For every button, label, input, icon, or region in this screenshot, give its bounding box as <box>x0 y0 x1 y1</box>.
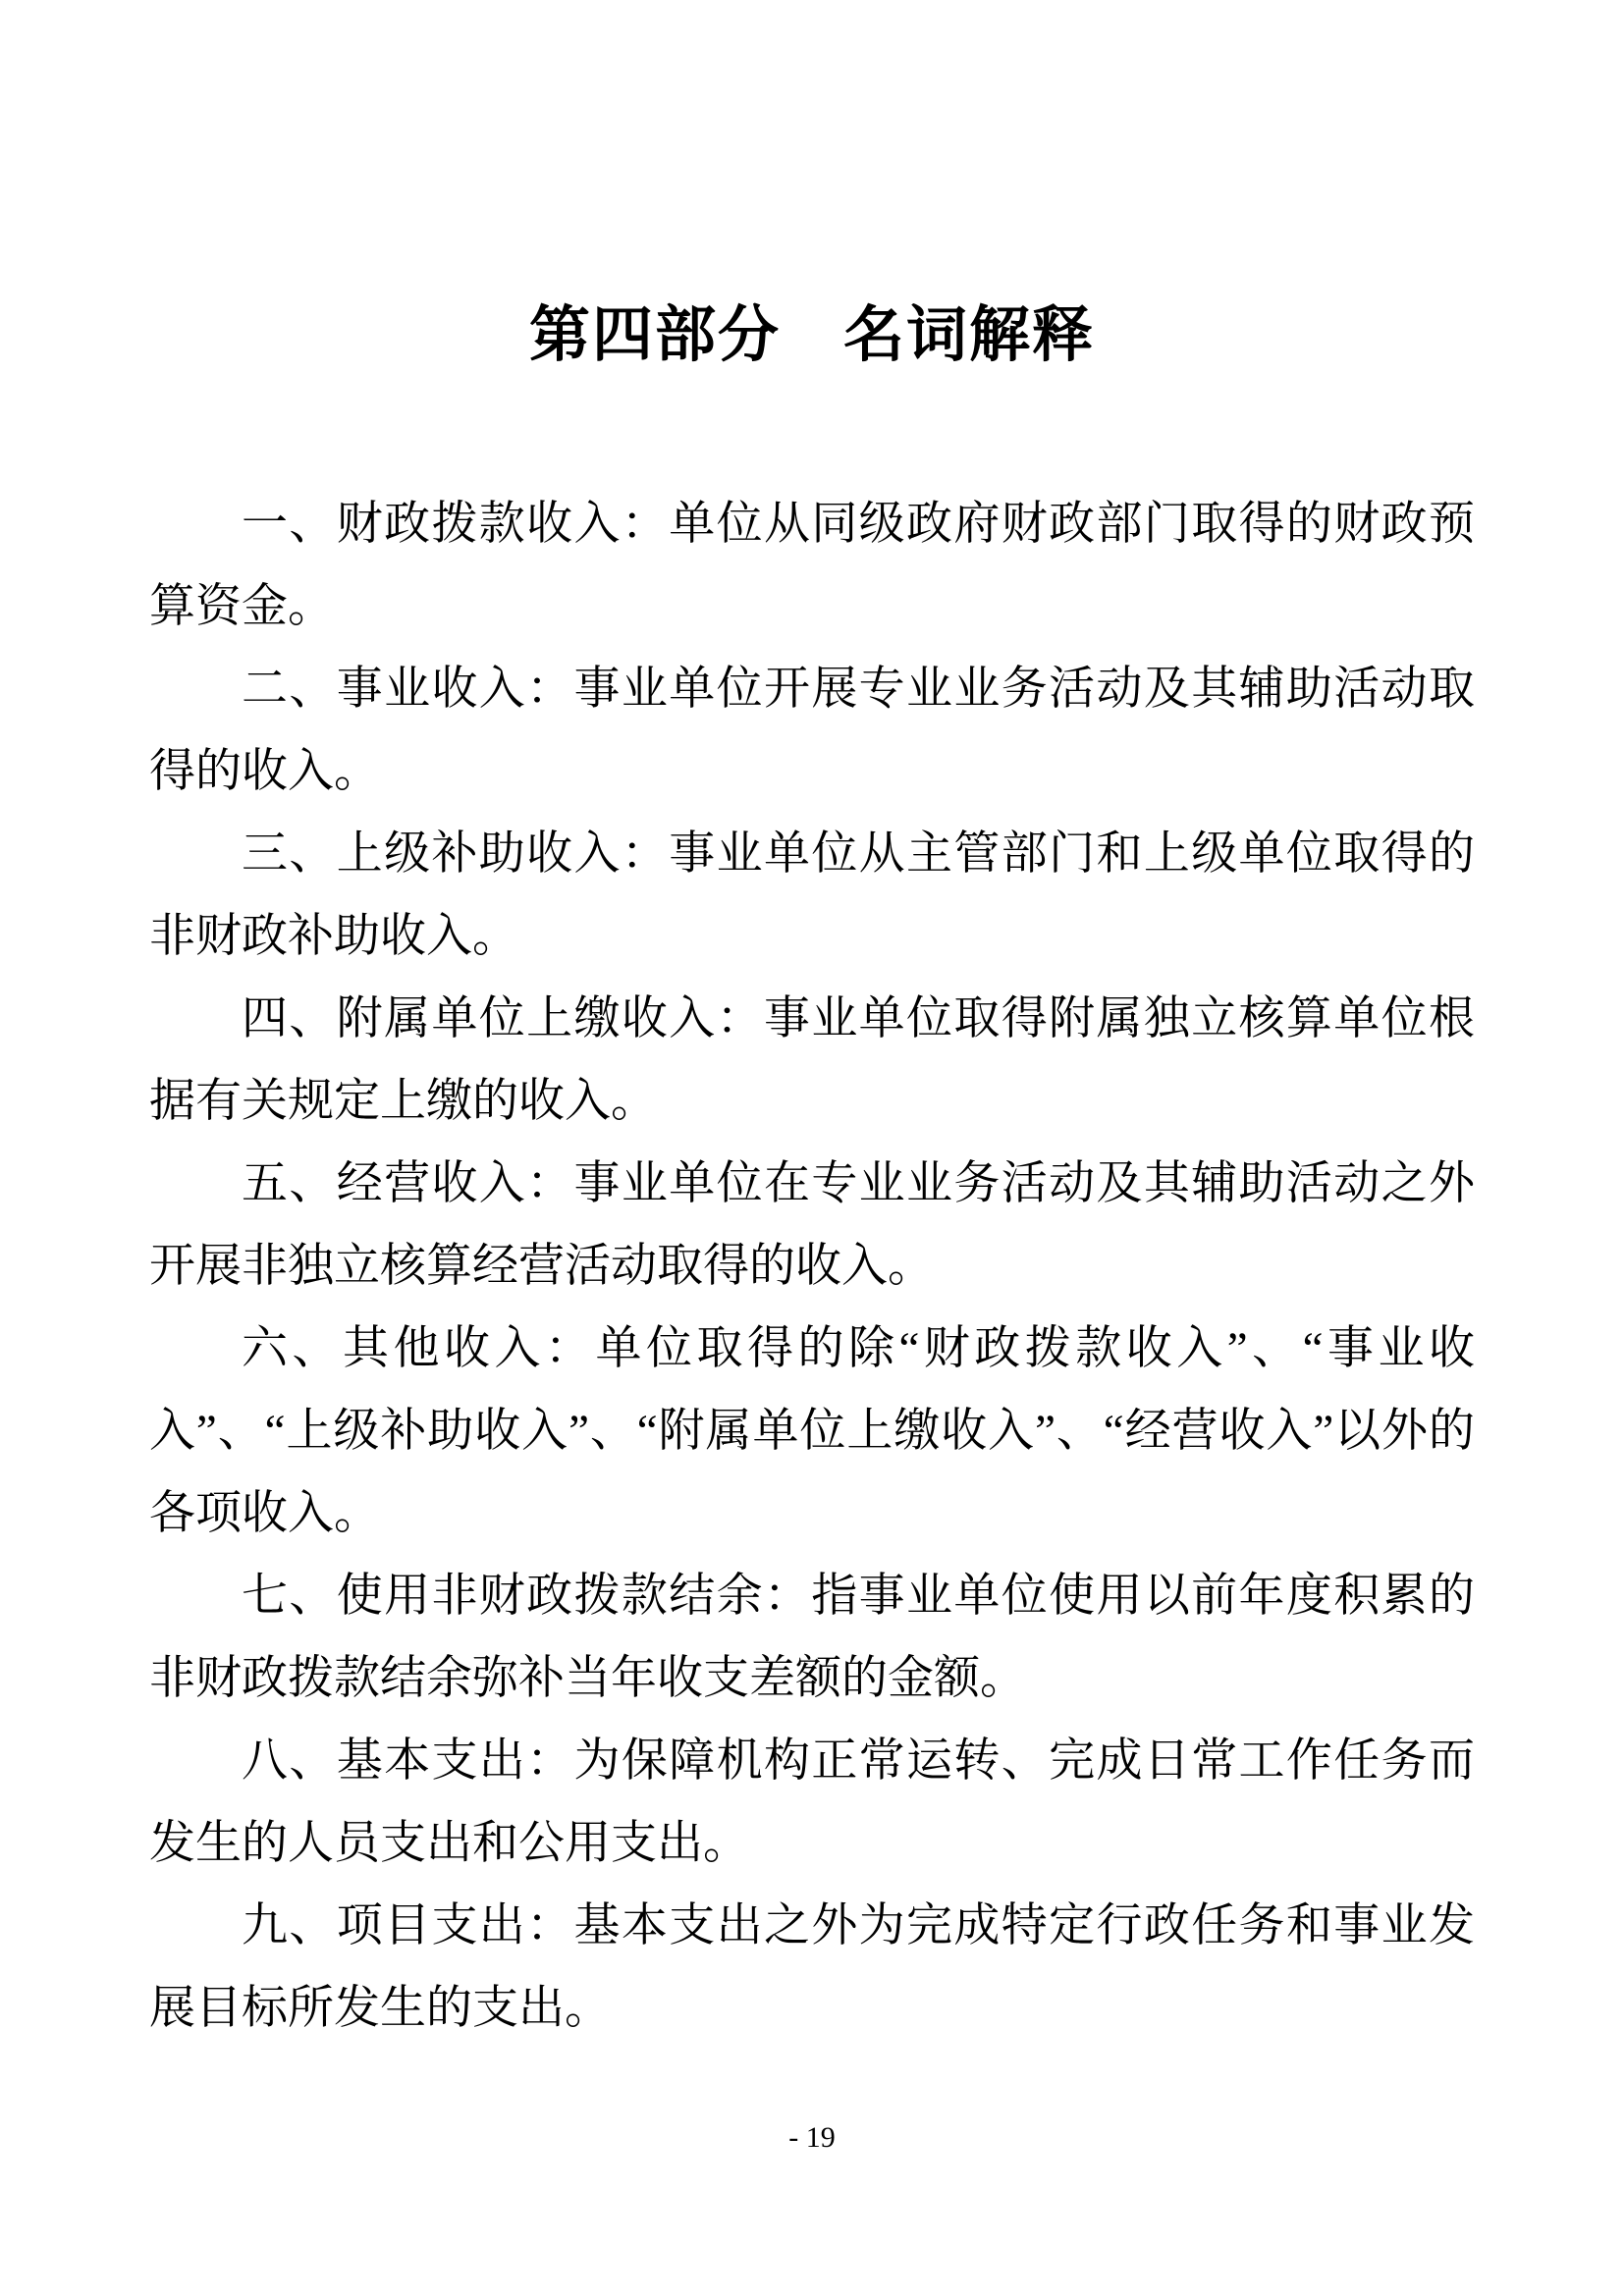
definitions-section <box>149 483 1475 2050</box>
definition-paragraph-4: 四、附属单位上缴收入：事业单位取得附属独立核算单位根据有关规定上缴的收入。 <box>149 992 1475 1127</box>
definition-paragraph-7: 七、使用非财政拨款结余：指事业单位使用以前年度积累的非财政拨款结余弥补当年收支差额的金额。 <box>149 1570 1475 1704</box>
definition-paragraph-5: 五、经营收入：事业单位在专业业务活动及其辅助活动之外开展非独立核算经营活动取得的收入。 <box>149 1157 1475 1292</box>
page-title: 第四部分 名词解释 <box>528 300 1095 369</box>
definition-paragraph-2: 二、事业收入：事业单位开展专业业务活动及其辅助活动取得的收入。 <box>149 663 1475 797</box>
page-number: - 19 <box>788 2121 836 2154</box>
definition-paragraph-1: 一、财政拨款收入：单位从同级政府财政部门取得的财政预算资金。 <box>149 498 1475 632</box>
definition-paragraph-6: 六、其他收入：单位取得的除“财政拨款收入”、“事业收入”、“上级补助收入”、“附属单位上缴收入”、“经营收入”以外的各项收入。 <box>149 1322 1475 1539</box>
definition-paragraph-8: 八、基本支出：为保障机构正常运转、完成日常工作任务而发生的人员支出和公用支出。 <box>149 1735 1475 1869</box>
definition-paragraph-9: 九、项目支出：基本支出之外为完成特定行政任务和事业发展目标所发生的支出。 <box>149 1899 1475 2034</box>
definition-paragraph-3: 三、上级补助收入：事业单位从主管部门和上级单位取得的非财政补助收入。 <box>149 828 1475 962</box>
